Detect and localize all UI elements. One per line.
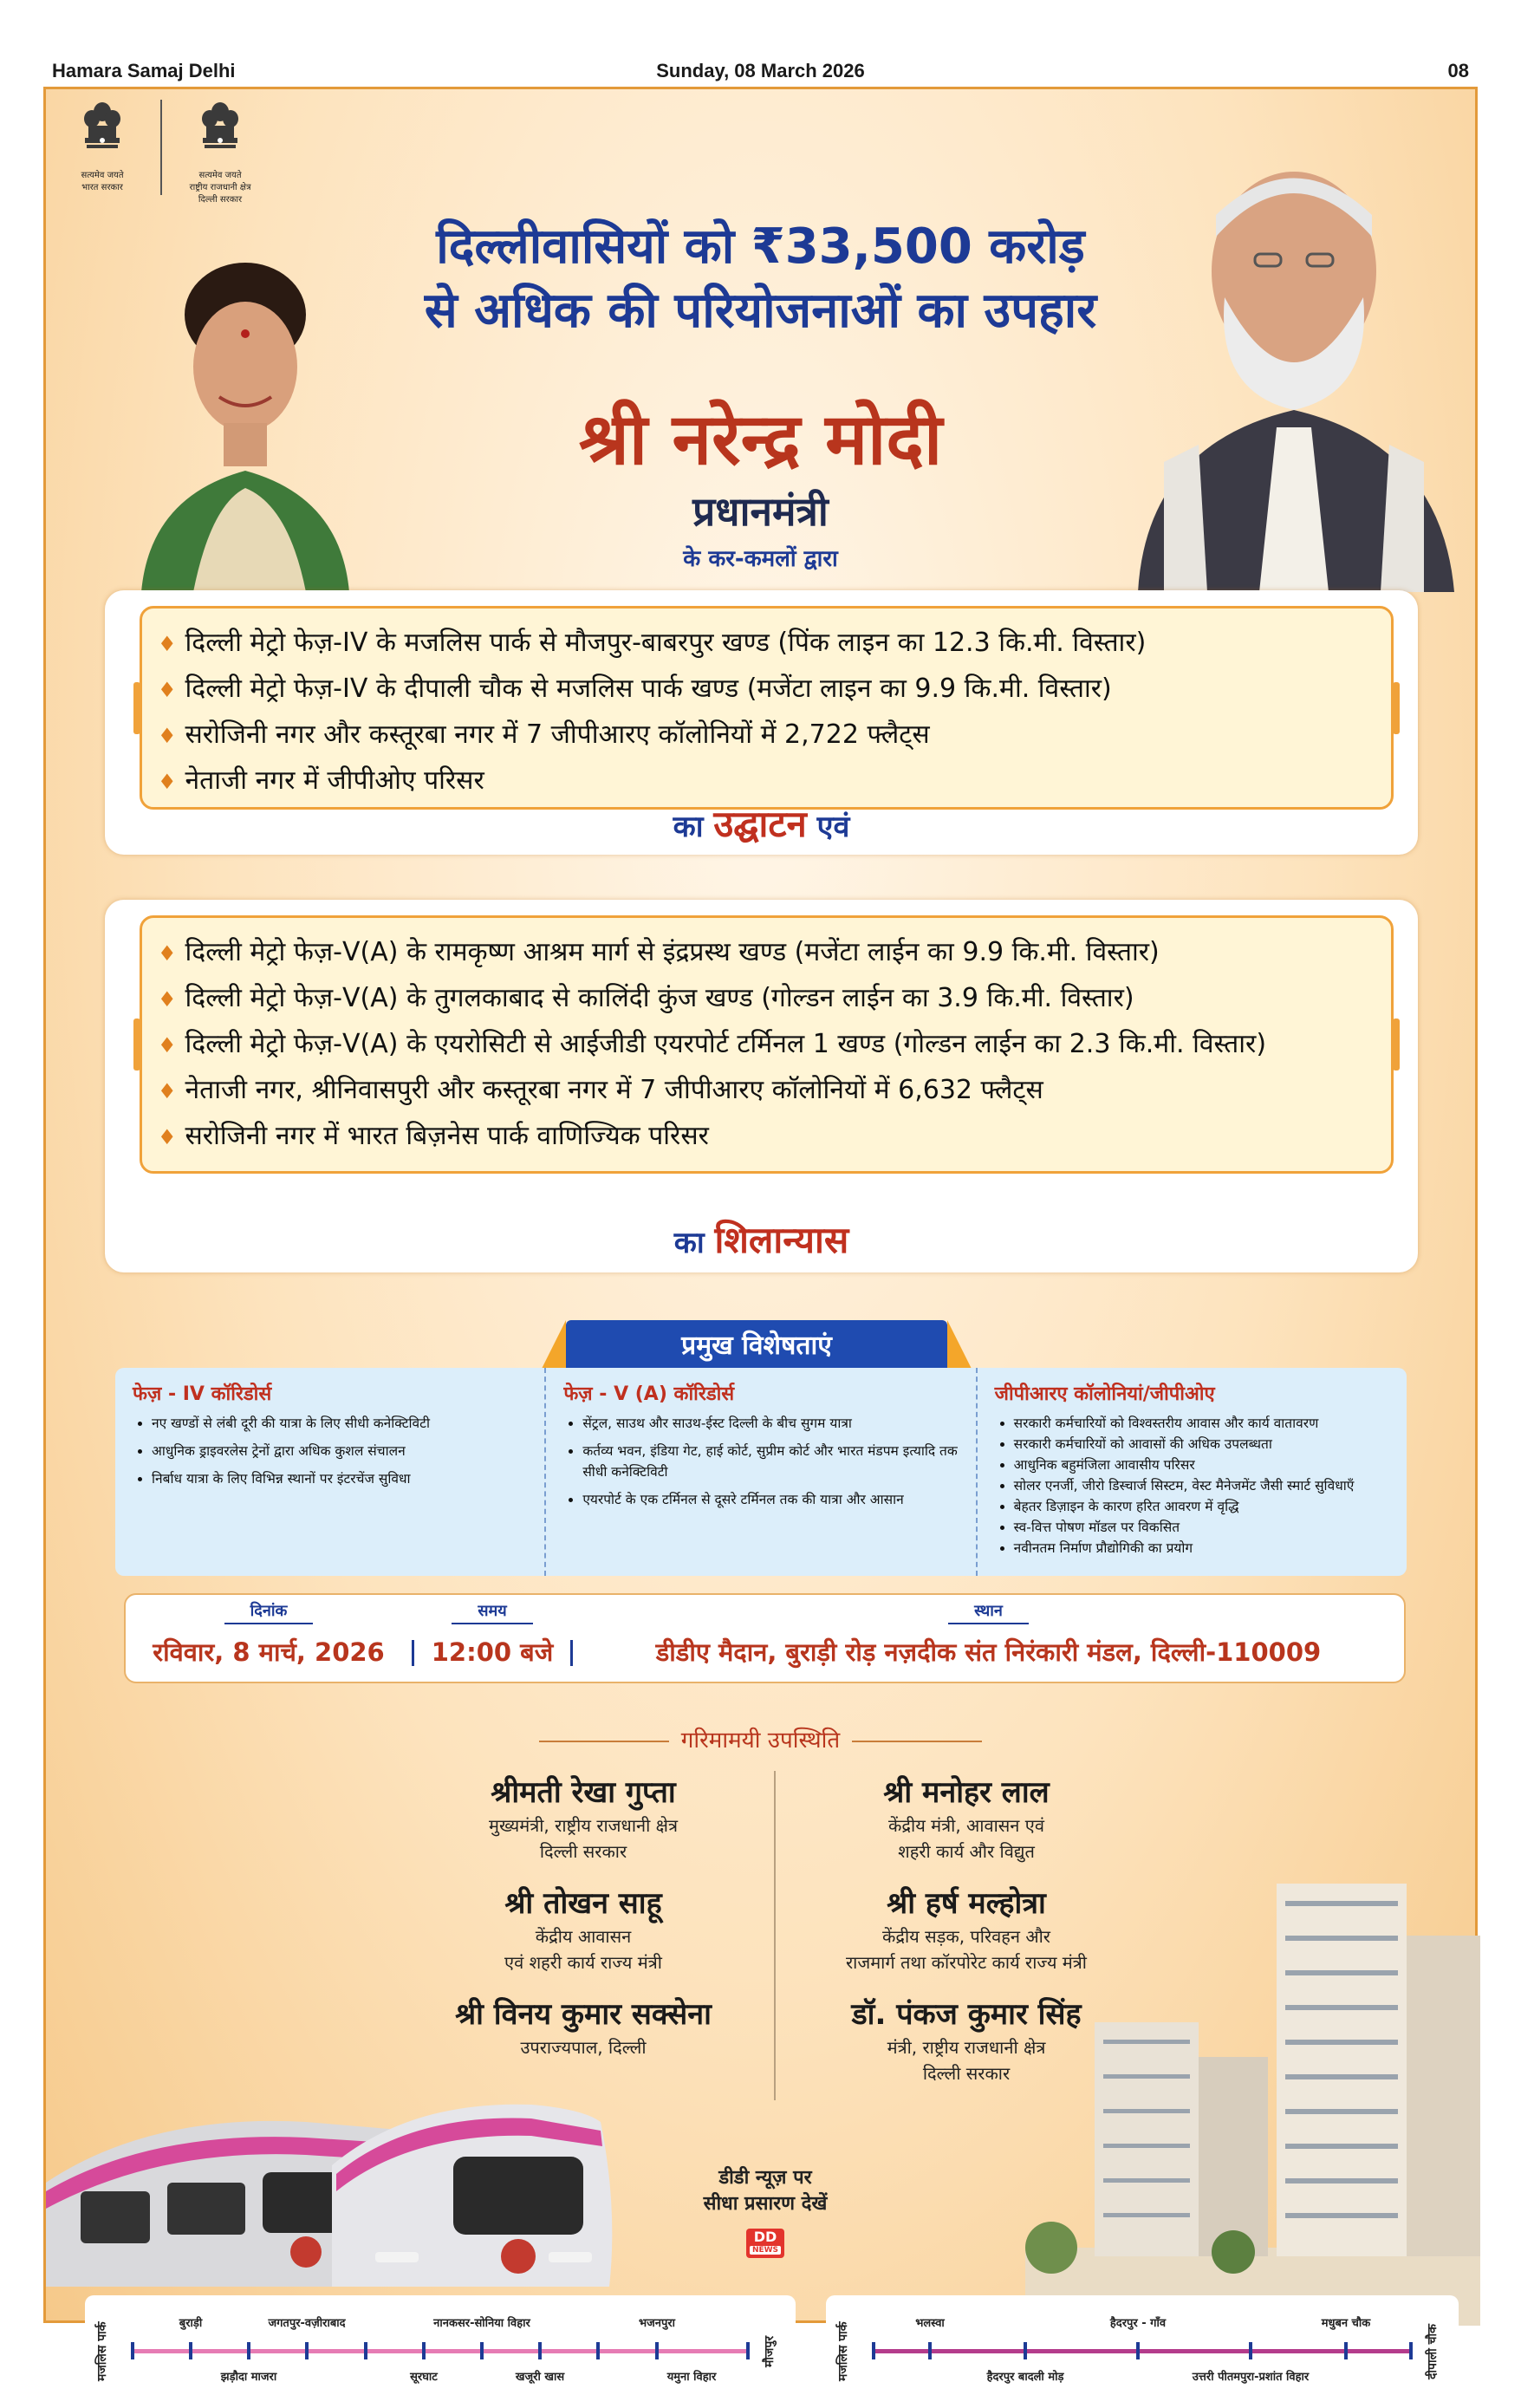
station-label: उत्तरी पीतमपुरा-प्रशांत विहार — [1192, 2371, 1310, 2384]
list-item — [158, 1022, 1375, 1068]
feature-item: • सरकारी कर्मचारियों को विश्वस्तरीय आवास और कार्य वातावरण — [1014, 1413, 1389, 1434]
features-heading: फेज़ - V (A) कॉरिडोर्स — [563, 1383, 735, 1405]
by-hands-of: के कर-कमलों द्वारा — [683, 546, 838, 572]
feature-item: • एयरपोर्ट के एक टर्मिनल से दूसरे टर्मिनल तक की यात्रा और आसान — [582, 1489, 958, 1510]
station-label: जगतपुर-वज़ीराबाद — [268, 2317, 346, 2330]
advertisement — [43, 87, 1478, 2384]
feature-item: • सरकारी कर्मचारियों को आवासों की अधिक उपलब्धता — [1014, 1434, 1389, 1455]
list-item — [158, 621, 1375, 667]
feature-item: • सेंट्रल, साउथ और साउथ-ईस्ट दिल्ली के बीच सुगम यात्रा — [582, 1413, 958, 1434]
feature-item: • सोलर एनर्जी, जीरो डिस्चार्ज सिस्टम, वेस्ट मैनेजमेंट जैसी स्मार्ट सुविधाएँ — [1014, 1475, 1389, 1496]
bullet-diamond-icon: ♦ — [158, 987, 177, 1012]
card-tab — [133, 1019, 140, 1071]
features-col-phase5a — [546, 1368, 977, 1576]
features-panel — [115, 1368, 1407, 1576]
station-label: नानकसर-सोनिया विहार — [433, 2317, 530, 2330]
features-heading: जीपीआरए कॉलोनियां/जीपीओए — [994, 1383, 1215, 1405]
dignitaries-title-text: गरिमामयी उपस्थिति — [680, 1728, 841, 1754]
broadcast-line: सीधा प्रसारण देखें — [703, 2193, 828, 2215]
time-label: समय — [452, 1600, 532, 1624]
station-label: मधुबन चौक — [1321, 2317, 1371, 2330]
station-marker — [247, 2342, 250, 2359]
station-marker — [480, 2342, 484, 2359]
paper-name: Hamara Samaj Delhi — [52, 60, 236, 81]
dignitary-name: श्री हर्ष मल्होत्रा — [887, 1886, 1046, 1921]
dignitary-name: श्री तोखन साहू — [504, 1886, 662, 1921]
dignitary-designation: दिल्ली सरकार — [922, 2063, 1011, 2084]
dignitary — [776, 1771, 1157, 1863]
label-main: शिलान्यास — [714, 1219, 849, 1261]
station-label: हैदरपुर बादली मोड़ — [986, 2371, 1064, 2384]
emblem-divider — [160, 100, 162, 195]
list-item-text: दिल्ली मेट्रो फेज़-V(A) के तुगलकाबाद से कालिंदी कुंज खण्ड (गोल्डन लाईन का 3.9 कि.मी. विस्तार) — [185, 983, 1134, 1013]
pm-name: श्री नरेन्द्र मोदी — [578, 399, 943, 481]
bullet-diamond-icon: ♦ — [158, 1079, 177, 1103]
station-marker — [655, 2342, 659, 2359]
station-label: खजूरी खास — [515, 2371, 565, 2384]
broadcast-notice — [644, 2165, 887, 2217]
dignitary-designation: दिल्ली सरकार — [539, 1841, 627, 1862]
station-marker — [364, 2342, 367, 2359]
station-marker — [872, 2342, 875, 2359]
dignitary-designation: उपराज्यपाल, दिल्ली — [520, 2037, 647, 2058]
label-post: एवं — [816, 810, 850, 844]
bullet-diamond-icon: ♦ — [158, 724, 177, 748]
dignitaries-title — [46, 1723, 1475, 1754]
event-venue — [573, 1595, 1404, 1682]
card-tab — [1393, 1019, 1400, 1071]
list-item — [158, 667, 1375, 713]
emblem-caption: दिल्ली सरकार — [198, 195, 243, 205]
dignitary-name: श्री विनय कुमार सक्सेना — [455, 1997, 712, 2032]
route-line — [874, 2349, 1411, 2353]
features-col-gpra — [978, 1368, 1407, 1576]
issue-date: Sunday, 08 March 2026 — [656, 60, 865, 81]
time-value: 12:00 बजे — [431, 1637, 554, 1667]
housing-towers-illustration — [1025, 1866, 1480, 2326]
dignitary-name: श्रीमती रेखा गुप्ता — [491, 1775, 676, 1810]
ashoka-emblem-icon — [194, 100, 246, 169]
route-end: दीपाली चौक — [1426, 2324, 1440, 2379]
features-title: प्रमुख विशेषताएं — [566, 1320, 947, 1372]
ornament-line — [539, 1741, 669, 1742]
dignitary-designation: मंत्री, राष्ट्रीय राजधानी क्षेत्र — [887, 2037, 1046, 2058]
list-item-text: नेताजी नगर, श्रीनिवासपुरी और कस्तूरबा नगर में 7 जीपीआरए कॉलोनियों में 6,632 फ्लैट्स — [185, 1075, 1043, 1105]
headline-line-1: दिल्लीवासियों को ₹33,500 करोड़ — [436, 218, 1085, 275]
station-marker — [1024, 2342, 1027, 2359]
foundation-label — [105, 1214, 1418, 1264]
station-label: हैदरपुर - गाँव — [1109, 2317, 1167, 2330]
event-details — [124, 1593, 1406, 1683]
pink-line-route-map — [85, 2295, 796, 2408]
station-marker — [1136, 2342, 1140, 2359]
event-date — [126, 1595, 412, 1682]
feature-item: • स्व-वित्त पोषण मॉडल पर विकसित — [1014, 1517, 1389, 1538]
station-marker — [928, 2342, 932, 2359]
station-marker — [1249, 2342, 1252, 2359]
dignitary — [393, 1993, 774, 2059]
station-marker — [422, 2342, 426, 2359]
emblem-caption: सत्यमेव जयते — [81, 171, 124, 180]
inauguration-list — [140, 606, 1394, 810]
magenta-line-route-map — [826, 2295, 1459, 2408]
station-label: भलस्वा — [915, 2317, 945, 2330]
foundation-list — [140, 915, 1394, 1174]
emblem-caption: राष्ट्रीय राजधानी क्षेत्र — [189, 183, 251, 192]
logo-text: DD — [753, 2229, 777, 2245]
headline-line-2: से अधिक की परियोजनाओं का उपहार — [424, 283, 1097, 339]
bullet-diamond-icon: ♦ — [158, 1125, 177, 1149]
ornament-line — [852, 1741, 982, 1742]
dd-news-logo — [746, 2229, 784, 2258]
venue-label: स्थान — [948, 1600, 1029, 1624]
station-marker — [131, 2342, 134, 2359]
dignitary-designation: एवं शहरी कार्य राज्य मंत्री — [504, 1952, 662, 1973]
masthead — [52, 54, 1469, 88]
route-end: मजलिस पार्क — [95, 2321, 109, 2382]
inauguration-label — [105, 798, 1418, 848]
list-item-text: दिल्ली मेट्रो फेज़-IV के दीपाली चौक से मजलिस पार्क खण्ड (मजेंटा लाइन का 9.9 कि.मी. विस्तार) — [185, 674, 1112, 704]
list-item — [158, 976, 1375, 1022]
page-number: 08 — [1447, 60, 1469, 81]
station-label: भजनपुरा — [638, 2317, 676, 2330]
station-marker — [1344, 2342, 1348, 2359]
emblem-caption: सत्यमेव जयते — [198, 171, 242, 180]
bullet-diamond-icon: ♦ — [158, 770, 177, 794]
card-tab — [1393, 682, 1400, 734]
station-marker — [1409, 2342, 1413, 2359]
bullet-diamond-icon: ♦ — [158, 678, 177, 702]
dignitary-name: श्री मनोहर लाल — [883, 1775, 1050, 1810]
label-pre: का — [673, 810, 704, 844]
station-marker — [189, 2342, 192, 2359]
date-value: रविवार, 8 मार्च, 2026 — [153, 1637, 385, 1667]
list-item — [158, 1068, 1375, 1114]
list-item-text: दिल्ली मेट्रो फेज़-IV के मजलिस पार्क से मौजपुर-बाबरपुर खण्ड (पिंक लाइन का 12.3 कि.मी. विस्तार) — [185, 628, 1147, 658]
foundation-card — [105, 900, 1418, 1272]
list-item — [158, 1114, 1375, 1160]
route-end: मजलिस पार्क — [836, 2321, 850, 2382]
bullet-diamond-icon: ♦ — [158, 941, 177, 966]
event-time — [414, 1595, 570, 1682]
list-item — [158, 930, 1375, 976]
station-marker — [538, 2342, 542, 2359]
station-label: यमुना विहार — [666, 2371, 717, 2384]
bullet-diamond-icon: ♦ — [158, 1033, 177, 1058]
label-main: उद्घाटन — [713, 803, 807, 845]
pm-title: प्रधानमंत्री — [692, 488, 829, 535]
metro-train-illustration — [46, 2061, 670, 2287]
logo-text: NEWS — [750, 2246, 781, 2255]
list-item — [158, 713, 1375, 758]
dignitary-designation: केंद्रीय मंत्री, आवासन एवं — [888, 1815, 1044, 1836]
list-item-text: नेताजी नगर में जीपीओए परिसर — [185, 765, 484, 796]
inauguration-card — [105, 590, 1418, 855]
features-col-phase4 — [115, 1368, 546, 1576]
ashoka-emblem-icon — [76, 100, 128, 169]
venue-value: डीडीए मैदान, बुराड़ी रोड़ नज़दीक संत निरंकारी मंडल, दिल्ली-110009 — [655, 1637, 1322, 1667]
dignitary-designation: केंद्रीय आवासन — [535, 1926, 632, 1947]
list-item-text: दिल्ली मेट्रो फेज़-V(A) के एयरोसिटी से आईजीडी एयरपोर्ट टर्मिनल 1 खण्ड (गोल्डन लाईन का 2.3 कि.मी. विस्तार) — [185, 1029, 1267, 1059]
route-end: मौजपुर — [763, 2335, 777, 2368]
headline — [46, 215, 1475, 343]
list-item-text: सरोजिनी नगर और कस्तूरबा नगर में 7 जीपीआरए कॉलोनियों में 2,722 फ्लैट्स — [185, 719, 930, 750]
feature-item: • आधुनिक ड्राइवरलेस ट्रेनों द्वारा अधिक कुशल संचालन — [152, 1441, 527, 1461]
features-heading: फेज़ - IV कॉरिडोर्स — [133, 1383, 272, 1405]
dignitary — [393, 1882, 774, 1974]
dignitary-name: डॉ. पंकज कुमार सिंह — [851, 1997, 1082, 2032]
station-label: सूरघाट — [410, 2371, 438, 2384]
delhi-emblem — [181, 100, 259, 205]
list-item-text: दिल्ली मेट्रो फेज़-V(A) के रामकृष्ण आश्रम मार्ग से इंद्रप्रस्थ खण्ड (मजेंटा लाईन का 9.9 कि.मी. विस्तार) — [185, 937, 1160, 967]
dignitary-designation: केंद्रीय सड़क, परिवहन और — [882, 1926, 1050, 1947]
station-marker — [596, 2342, 600, 2359]
feature-item: • कर्तव्य भवन, इंडिया गेट, हाई कोर्ट, सुप्रीम कोर्ट और भारत मंडपम इत्यादि तक सीधी कनेक्टिविटी — [582, 1441, 958, 1482]
feature-item: • नवीनतम निर्माण प्रौद्योगिकी का प्रयोग — [1014, 1538, 1389, 1559]
dignitary-designation: राजमार्ग तथा कॉरपोरेट कार्य राज्य मंत्री — [846, 1952, 1087, 1973]
broadcast-line: डीडी न्यूज़ पर — [718, 2167, 812, 2189]
bullet-diamond-icon: ♦ — [158, 632, 177, 656]
feature-item: • बेहतर डिज़ाइन के कारण हरित आवरण में वृद्धि — [1014, 1496, 1389, 1517]
station-label: झड़ौदा माजरा — [220, 2371, 277, 2384]
feature-item: • नए खण्डों से लंबी दूरी की यात्रा के लिए सीधी कनेक्टिविटी — [152, 1413, 527, 1434]
government-emblems — [63, 100, 259, 205]
dignitary-designation: मुख्यमंत्री, राष्ट्रीय राजधानी क्षेत्र — [488, 1815, 679, 1836]
date-label: दिनांक — [224, 1600, 314, 1624]
station-marker — [746, 2342, 750, 2359]
list-item-text: सरोजिनी नगर में भारत बिज़नेस पार्क वाणिज्यिक परिसर — [185, 1121, 709, 1151]
card-tab — [133, 682, 140, 734]
feature-item: • आधुनिक बहुमंजिला आवासीय परिसर — [1014, 1455, 1389, 1475]
emblem-caption: भारत सरकार — [81, 183, 123, 192]
station-label: बुराड़ी — [179, 2317, 203, 2330]
dignitary-designation: शहरी कार्य और विद्युत — [898, 1841, 1035, 1862]
feature-item: • निर्बाध यात्रा के लिए विभिन्न स्थानों पर इंटरचेंज सुविधा — [152, 1468, 527, 1489]
dignitary — [393, 1771, 774, 1863]
label-pre: का — [673, 1226, 705, 1260]
india-emblem — [63, 100, 141, 193]
station-marker — [305, 2342, 309, 2359]
